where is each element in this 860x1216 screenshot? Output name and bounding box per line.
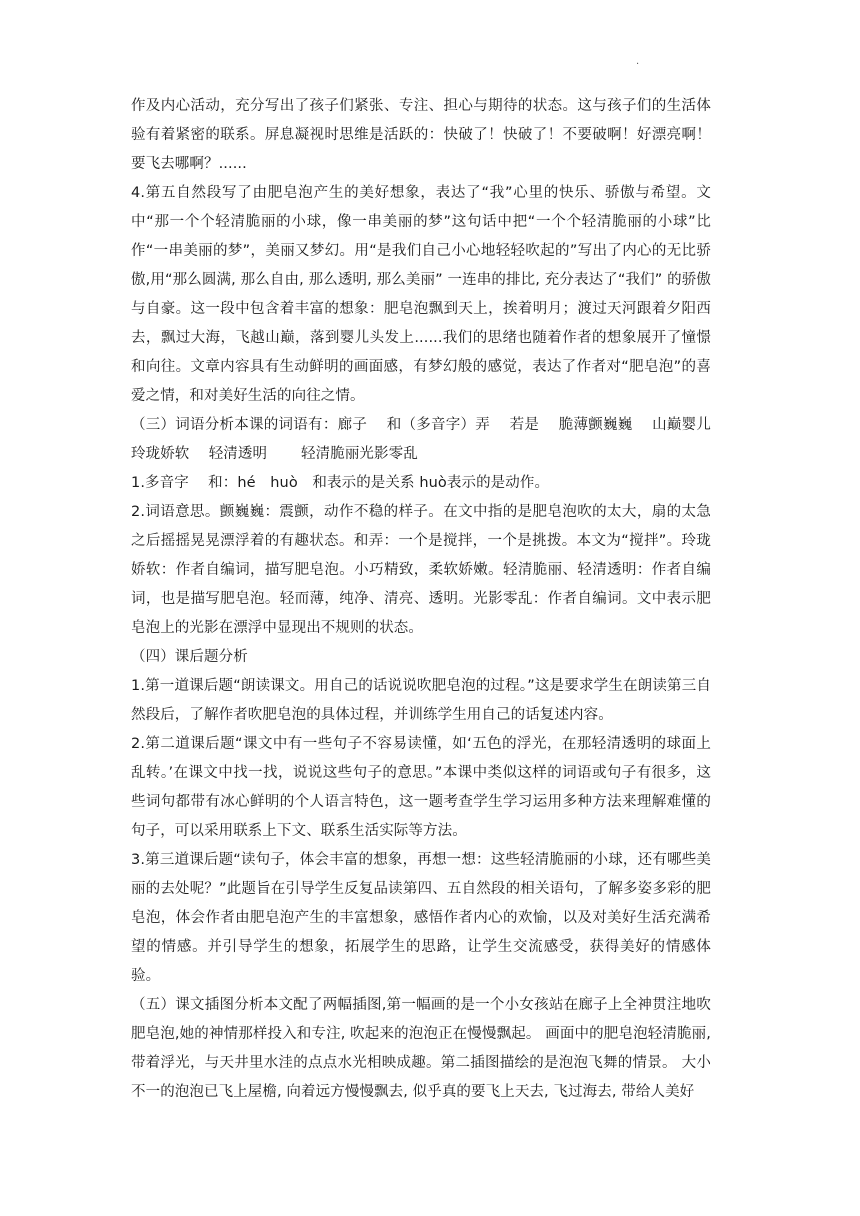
section-vocabulary-heading: （三）词语分析本课的词语有：廊子 和（多音字）弄 若是 脆薄颤巍巍 山巅婴儿 玲珑娇软 轻清透明 轻清脆丽光影零乱 [131,417,731,462]
section-exercises-heading: （四）课后题分析 [131,649,248,665]
paragraph-exercise-1: 1.第一道课后题“朗读课文。用自己的话说说吹肥皂泡的过程。”这是要求学生在朗读第三自然段后，了解作者吹肥皂泡的具体过程，并训练学生用自己的话复述内容。 [131,678,711,723]
paragraph-exercise-3: 3.第三道课后题“读句子，体会丰富的想象，再想一想：这些轻清脆丽的小球，还有哪些美丽的去处呢？”此题旨在引导学生反复品读第四、五自然段的相关语句，了解多姿多彩的肥皂泡，体会作者由肥皂泡产生的丰富想象，感悟作者内心的欢愉，以及对美好生活充满希望的情感。并引导学生的想象，拓展学生的思路，让学生交流感受，获得美好的情感体验。 [131,852,711,984]
section-illustration-analysis: （五）课文插图分析本文配了两幅插图,第一幅画的是一个小女孩站在廊子上全神贯注地吹肥皂泡,她的神情那样投入和专注, 吹起来的泡泡正在慢慢飘起。 画面中的肥皂泡轻清脆丽,带着浮光，与天井里水洼的点点水光相映成趣。第二插图描绘的是泡泡飞舞的情景。 大小不一的泡泡已飞上屋檐, 向着远方慢慢飘去, 似乎真的要飞上天去, 飞过海去, 带给人美好 [131,997,711,1100]
paragraph-point-4: 4.第五自然段写了由肥皂泡产生的美好想象，表达了“我”心里的快乐、骄傲与希望。文中“那一个个轻清脆丽的小球，像一串美丽的梦”这句话中把“一个个轻清脆丽的小球”比作“一串美丽的梦”，美丽又梦幻。用“是我们自己小心地轻轻吹起的”写出了内心的无比骄傲,用“那么圆满, 那么自由, 那么透明, 那么美丽” 一连串的排比, 充分表达了“我们” 的骄傲与自豪。这一段中包含着丰富的想象：肥皂泡飘到天上，挨着明月；渡过天河跟着夕阳西去，飘过大海，飞越山巅，落到婴儿头发上......我们的思绪也随着作者的想象展开了憧憬和向往。文章内容具有生动鲜明的画面感，有梦幻般的感觉，表达了作者对“肥皂泡”的喜爱之情，和对美好生活的向往之情。 [131,185,711,404]
paragraph-exercise-2: 2.第二道课后题“课文中有一些句子不容易读懂，如‘五色的浮光，在那轻清透明的球面上乱转。’在课文中找一找，说说这些句子的意思。”本课中类似这样的词语或句子有很多，这些词句都带有冰心鲜明的个人语言特色，这一题考查学生学习运用多种方法来理解难懂的句子，可以采用联系上下文、联系生活实际等方法。 [131,736,711,839]
paragraph-word-meanings: 2.词语意思。颤巍巍：震颤，动作不稳的样子。在文中指的是肥皂泡吹的太大，扇的太急之后摇摇晃晃漂浮着的有趣状态。和弄：一个是搅拌，一个是挑拨。本文为“搅拌”。玲珑娇软：作者自编词，描写肥皂泡。小巧精致，柔软娇嫩。轻清脆丽、轻清透明：作者自编词，也是描写肥皂泡。轻而薄，纯净、清亮、透明。光影零乱：作者自编词。文中表示肥皂泡上的光影在漂浮中显现出不规则的状态。 [131,504,711,636]
paragraph-continuation: 作及内心活动，充分写出了孩子们紧张、专注、担心与期待的状态。这与孩子们的生活体验有着紧密的联系。屏息凝视时思维是活跃的：快破了！快破了！不要破啊！好漂亮啊！要飞去哪啊？...... [131,98,711,172]
document-body [131,92,731,1107]
header-mark: . [636,56,640,67]
paragraph-polyphone: 1.多音字 和：hé huò 和表示的是关系 huò表示的是动作。 [131,475,550,491]
